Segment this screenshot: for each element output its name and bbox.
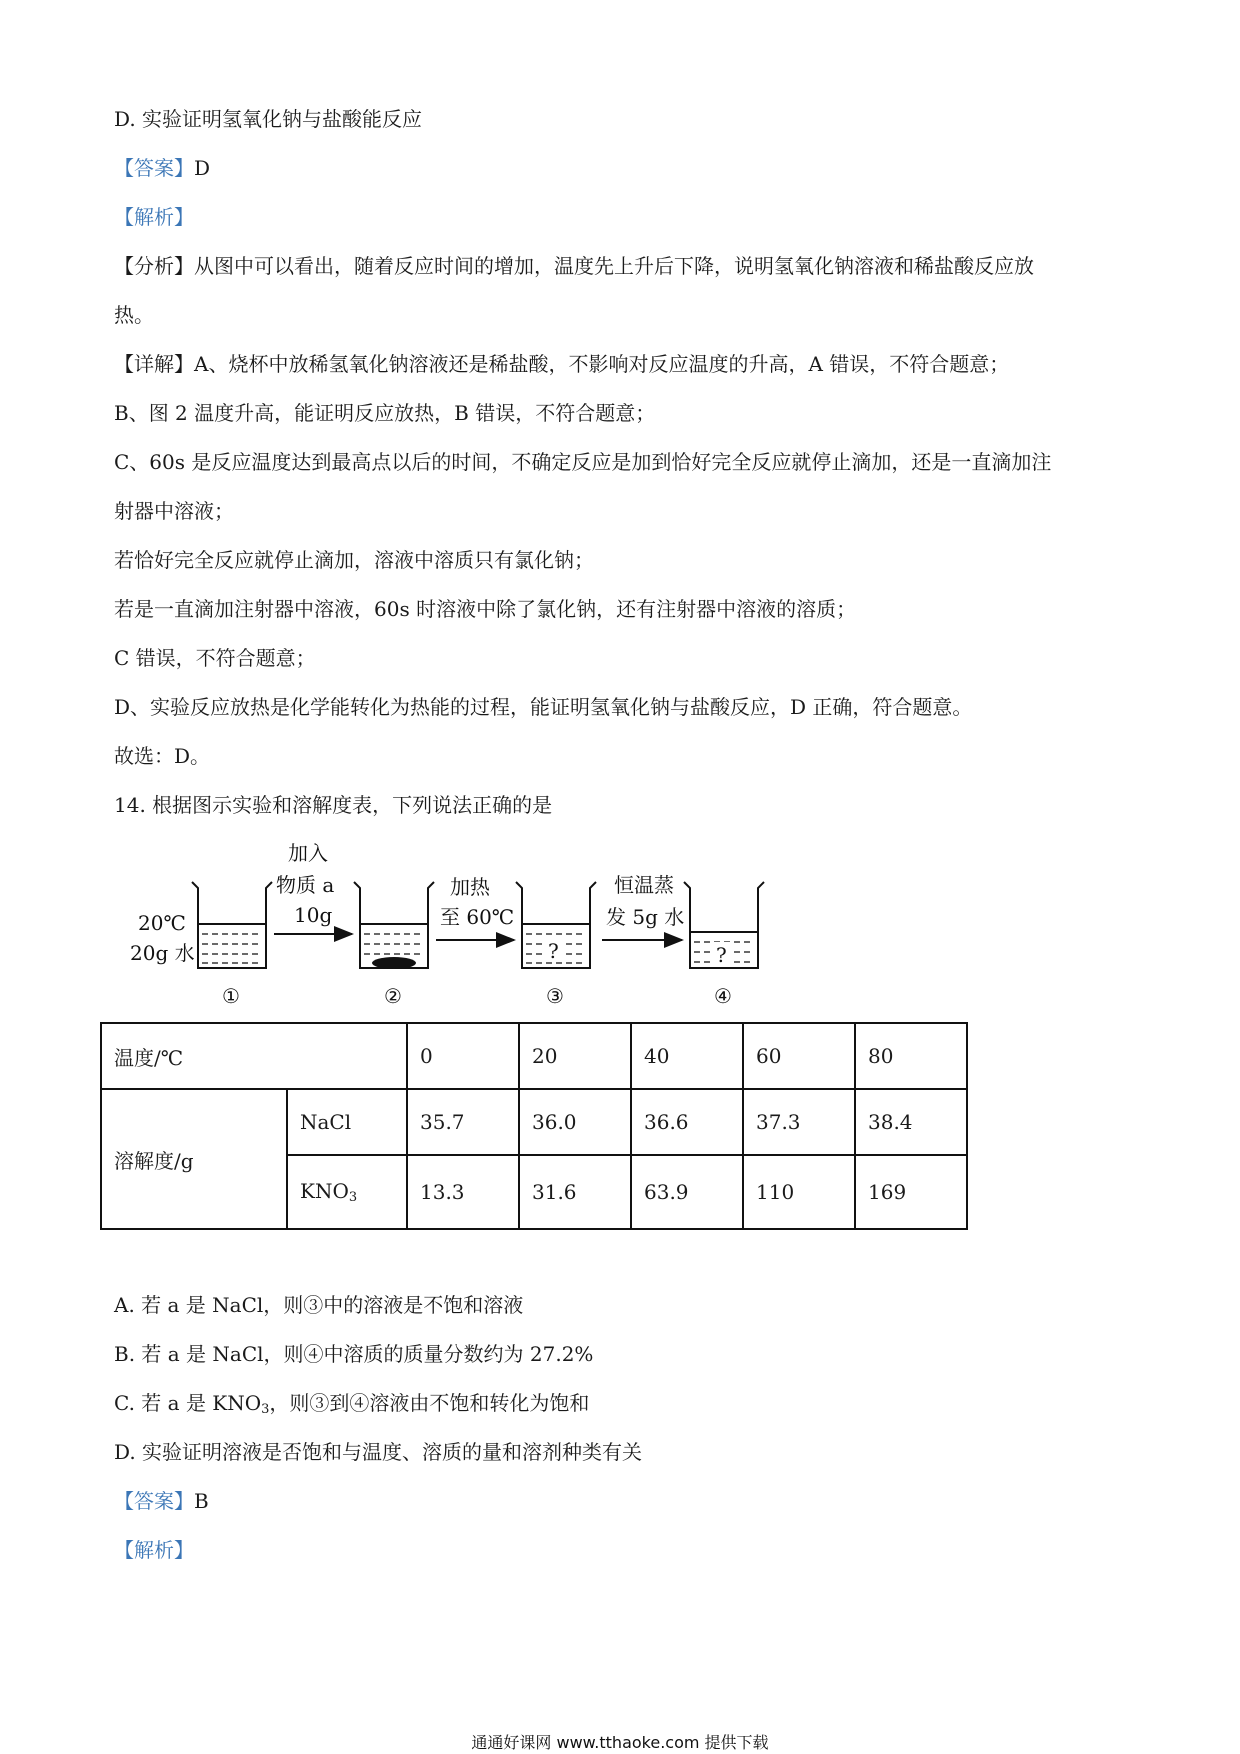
q13-detail-c5: C 错误，不符合题意； <box>114 646 316 670</box>
option-c-sub: 3 <box>261 1402 270 1417</box>
q14-option-d: D. 实验证明溶液是否饱和与温度、溶质的量和溶剂种类有关 <box>114 1440 643 1464</box>
temp-cell: 0 <box>407 1023 519 1089</box>
nacl-cell: 37.3 <box>743 1089 855 1155</box>
fenxi-tag: 【分析】 <box>114 254 194 278</box>
q13-detail-c3: 若恰好完全反应就停止滴加，溶液中溶质只有氯化钠； <box>114 548 594 572</box>
nacl-cell: 36.6 <box>631 1089 743 1155</box>
detail-tag: 【详解】 <box>114 352 194 376</box>
q13-fenxi-2: 热。 <box>114 303 154 327</box>
q13-fenxi <box>114 252 1034 280</box>
q14-stem: 14. 根据图示实验和溶解度表，下列说法正确的是 <box>114 793 553 817</box>
kno3-cell: 169 <box>855 1155 967 1229</box>
answer-tag: 【答案】 <box>114 1489 194 1513</box>
label-4: ④ <box>714 984 732 1008</box>
q14-option-b: B. 若 a 是 NaCl，则④中溶质的质量分数约为 27.2% <box>114 1342 594 1366</box>
temp-cell: 20 <box>519 1023 631 1089</box>
kno3-cell: 31.6 <box>519 1155 631 1229</box>
step3-line1: 恒温蒸 <box>614 873 674 897</box>
answer-tag: 【答案】 <box>114 156 194 180</box>
kno3-label-sub: 3 <box>348 1190 358 1205</box>
fenxi-text: 从图中可以看出，随着反应时间的增加，温度先上升后下降，说明氢氧化钠溶液和稀盐酸反应放 <box>194 254 1034 278</box>
experiment-diagram <box>130 838 830 1018</box>
q13-detail-c4: 若是一直滴加注射器中溶液，60s 时溶液中除了氯化钠，还有注射器中溶液的溶质； <box>114 597 857 621</box>
solubility-table <box>100 1022 968 1230</box>
option-c-pre: C. 若 a 是 KNO <box>114 1391 262 1415</box>
start-water: 20g 水 <box>130 941 195 965</box>
nacl-label: NaCl <box>287 1089 407 1155</box>
q14-analysis-tag: 【解析】 <box>114 1538 194 1562</box>
q13-detail-b: B、图 2 温度升高，能证明反应放热，B 错误，不符合题意； <box>114 401 656 425</box>
beaker-4 <box>684 882 764 968</box>
step2-line2: 至 60℃ <box>440 905 515 929</box>
beaker-2 <box>354 882 434 969</box>
option-c-post: ，则③到④溶液由不饱和转化为饱和 <box>269 1391 590 1415</box>
kno3-label-main: KNO <box>300 1179 349 1203</box>
q14-option-c <box>114 1389 589 1424</box>
step1-line1: 加入 <box>288 841 328 865</box>
nacl-cell: 38.4 <box>855 1089 967 1155</box>
answer-value: D <box>194 156 211 180</box>
nacl-cell: 35.7 <box>407 1089 519 1155</box>
beaker-1 <box>192 882 272 968</box>
answer-value: B <box>194 1489 209 1513</box>
solubility-header: 溶解度/g <box>101 1089 287 1229</box>
beaker-3 <box>516 882 596 968</box>
table-row-nacl <box>101 1089 967 1155</box>
kno3-cell: 110 <box>743 1155 855 1229</box>
q13-analysis-tag: 【解析】 <box>114 205 194 229</box>
detail-a-text: A、烧杯中放稀氢氧化钠溶液还是稀盐酸，不影响对反应温度的升高，A 错误，不符合题意； <box>194 352 1010 376</box>
label-2: ② <box>384 984 402 1008</box>
q13-detail-d: D、实验反应放热是化学能转化为热能的过程，能证明氢氧化钠与盐酸反应，D 正确，符合题意。 <box>114 695 973 719</box>
page-footer: 通通好课网 www.tthaoke.com 提供下载 <box>471 1733 769 1752</box>
label-1: ① <box>222 984 240 1008</box>
step1-line3: 10g <box>294 903 333 927</box>
q13-option-d: D. 实验证明氢氧化钠与盐酸能反应 <box>114 107 423 131</box>
start-temp: 20℃ <box>138 911 186 935</box>
kno3-label <box>287 1155 407 1229</box>
temp-cell: 60 <box>743 1023 855 1089</box>
unknown-4: ? <box>716 943 727 967</box>
temp-header: 温度/℃ <box>101 1023 407 1089</box>
temp-cell: 80 <box>855 1023 967 1089</box>
q14-answer <box>114 1487 209 1515</box>
step2-line1: 加热 <box>450 875 490 899</box>
label-3: ③ <box>546 984 564 1008</box>
kno3-cell: 63.9 <box>631 1155 743 1229</box>
undissolved-solid <box>372 957 416 969</box>
q14-option-a: A. 若 a 是 NaCl，则③中的溶液是不饱和溶液 <box>114 1293 524 1317</box>
nacl-cell: 36.0 <box>519 1089 631 1155</box>
q13-answer <box>114 154 210 182</box>
q13-detail-a <box>114 350 1009 378</box>
kno3-cell: 13.3 <box>407 1155 519 1229</box>
unknown-3: ? <box>548 939 559 963</box>
table-row-temp <box>101 1023 967 1089</box>
q13-detail-c2: 射器中溶液； <box>114 499 234 523</box>
temp-cell: 40 <box>631 1023 743 1089</box>
step1-line2: 物质 a <box>276 873 335 897</box>
q13-detail-c1: C、60s 是反应温度达到最高点以后的时间，不确定反应是加到恰好完全反应就停止滴加，还是一直滴加注 <box>114 450 1052 474</box>
step3-line2: 发 5g 水 <box>606 905 685 929</box>
q13-choose: 故选：D。 <box>114 744 211 768</box>
